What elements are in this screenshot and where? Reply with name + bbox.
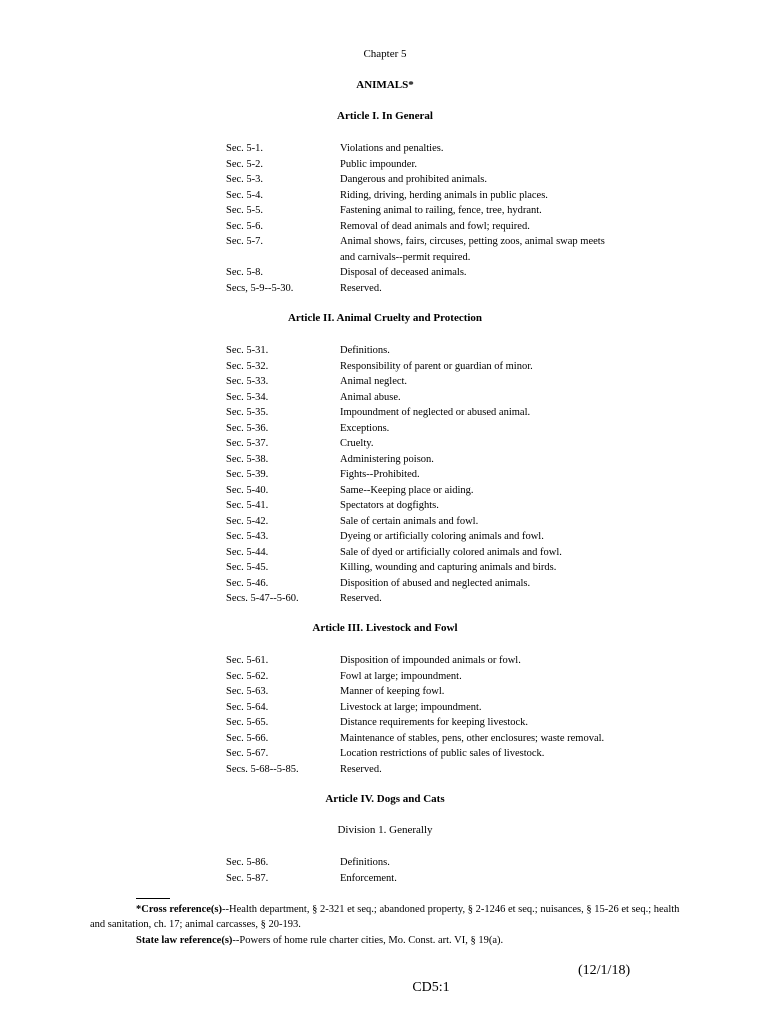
section-title: Definitions. xyxy=(340,857,390,868)
state-law-label: State law reference(s) xyxy=(136,935,233,946)
section-number: Sec. 5-61. xyxy=(226,655,269,666)
section-number: Sec. 5-40. xyxy=(226,484,269,496)
toc-entry xyxy=(226,421,646,437)
section-number: Sec. 5-35. xyxy=(226,407,269,418)
toc-entry xyxy=(226,576,646,592)
toc-entry xyxy=(226,219,646,235)
section-number: Sec. 5-87. xyxy=(226,872,269,884)
section-number: Sec. 5-64. xyxy=(226,701,269,713)
section-title: Riding, driving, herding animals in public places. xyxy=(340,189,548,201)
cross-reference-text: --Health department, § 2-321 et seq.; abandoned property, § 2-1246 et seq.; nuisances, § 15-26 et seq.; health xyxy=(222,904,680,915)
section-title: Reserved. xyxy=(340,763,382,775)
toc-entry xyxy=(226,250,646,266)
cross-reference-continuation: and sanitation, ch. 17; animal carcasses, § 20-193. xyxy=(90,919,301,930)
toc-entry xyxy=(226,871,646,887)
section-title: Livestock at large; impoundment. xyxy=(340,701,482,713)
section-number: Secs, 5-9--5-30. xyxy=(226,282,294,294)
toc-entry xyxy=(226,684,646,700)
section-number: Sec. 5-4. xyxy=(226,189,264,201)
section-title: and carnivals--permit required. xyxy=(340,251,471,263)
section-title: Sale of certain animals and fowl. xyxy=(340,515,479,527)
section-title: Disposition of impounded animals or fowl. xyxy=(340,655,521,666)
section-number: Sec. 5-43. xyxy=(226,531,269,542)
toc-entry xyxy=(226,374,646,390)
toc-entry xyxy=(226,855,646,871)
section-number: Sec. 5-7. xyxy=(226,236,264,247)
toc-entry xyxy=(226,141,646,157)
cross-reference-label: *Cross reference(s) xyxy=(136,904,223,915)
toc-entry xyxy=(226,172,646,188)
section-number: Sec. 5-31. xyxy=(226,345,269,356)
section-title: Same--Keeping place or aiding. xyxy=(340,484,474,496)
toc-entry xyxy=(226,265,646,281)
article-heading: Article III. Livestock and Fowl xyxy=(312,622,458,634)
section-title: Definitions. xyxy=(340,345,390,356)
article-heading: Article I. In General xyxy=(337,110,433,122)
article-1-toc xyxy=(226,141,646,296)
toc-entry xyxy=(226,653,646,669)
section-title: Animal neglect. xyxy=(340,376,408,387)
section-title: Reserved. xyxy=(340,282,382,294)
section-number: Sec. 5-3. xyxy=(226,174,264,185)
section-number: Secs. 5-47--5-60. xyxy=(226,593,299,604)
section-number: Secs. 5-68--5-85. xyxy=(226,763,299,775)
toc-entry xyxy=(226,467,646,483)
division-heading: Division 1. Generally xyxy=(337,824,433,836)
article-heading: Article IV. Dogs and Cats xyxy=(325,793,445,805)
article-3-toc xyxy=(226,653,646,777)
section-number: Sec. 5-8. xyxy=(226,267,264,278)
section-number: Sec. 5-46. xyxy=(226,577,269,589)
section-title: Reserved. xyxy=(340,593,382,604)
toc-entry xyxy=(226,715,646,731)
section-title: Dyeing or artificially coloring animals and fowl. xyxy=(340,531,544,542)
section-number: Sec. 5-66. xyxy=(226,732,269,744)
section-title: Disposal of deceased animals. xyxy=(340,267,467,278)
toc-entry xyxy=(226,746,646,762)
state-law-footnote xyxy=(136,933,736,948)
chapter-label: Chapter 5 xyxy=(363,48,407,60)
section-title: Exceptions. xyxy=(340,422,390,434)
section-number: Sec. 5-32. xyxy=(226,360,269,372)
section-title: Killing, wounding and capturing animals and birds. xyxy=(340,562,557,573)
article-2-toc xyxy=(226,343,646,607)
section-number: Sec. 5-1. xyxy=(226,143,264,154)
section-title: Location restrictions of public sales of livestock. xyxy=(340,748,545,759)
section-title: Sale of dyed or artificially colored animals and fowl. xyxy=(340,546,562,558)
section-title: Manner of keeping fowl. xyxy=(340,686,445,697)
section-number: Sec. 5-67. xyxy=(226,748,269,759)
section-number: Sec. 5-37. xyxy=(226,438,269,449)
toc-entry xyxy=(226,762,646,778)
section-number: Sec. 5-36. xyxy=(226,422,269,434)
section-number xyxy=(226,250,340,266)
chapter-title: ANIMALS* xyxy=(356,79,414,91)
section-title: Spectators at dogfights. xyxy=(340,500,439,511)
section-number: Sec. 5-39. xyxy=(226,469,269,480)
toc-entry xyxy=(226,483,646,499)
toc-entry xyxy=(226,545,646,561)
toc-entry xyxy=(226,514,646,530)
section-title: Administering poison. xyxy=(340,453,434,465)
toc-entry xyxy=(226,405,646,421)
revision-date: (12/1/18) xyxy=(578,963,631,978)
section-title: Public impounder. xyxy=(340,158,417,170)
section-number: Sec. 5-62. xyxy=(226,670,269,682)
toc-entry xyxy=(226,157,646,173)
toc-entry xyxy=(226,560,646,576)
section-number: Sec. 5-42. xyxy=(226,515,269,527)
section-number: Sec. 5-41. xyxy=(226,500,269,511)
section-title: Distance requirements for keeping livestock. xyxy=(340,717,529,728)
section-title: Fowl at large; impoundment. xyxy=(340,670,462,682)
section-title: Removal of dead animals and fowl; required. xyxy=(340,220,530,232)
toc-entry xyxy=(226,203,646,219)
toc-entry xyxy=(226,281,646,297)
cross-reference-footnote xyxy=(136,902,736,917)
article-heading: Article II. Animal Cruelty and Protection xyxy=(287,312,483,324)
toc-entry xyxy=(226,343,646,359)
toc-entry xyxy=(226,700,646,716)
section-title: Maintenance of stables, pens, other enclosures; waste removal. xyxy=(340,732,605,744)
toc-entry xyxy=(226,359,646,375)
section-title: Impoundment of neglected or abused animal. xyxy=(340,407,531,418)
section-title: Fastening animal to railing, fence, tree, hydrant. xyxy=(340,205,542,216)
section-number: Sec. 5-2. xyxy=(226,158,264,170)
section-number: Sec. 5-65. xyxy=(226,717,269,728)
section-number: Sec. 5-45. xyxy=(226,562,269,573)
section-title: Enforcement. xyxy=(340,872,397,884)
section-title: Disposition of abused and neglected animals. xyxy=(340,577,531,589)
section-number: Sec. 5-33. xyxy=(226,376,269,387)
toc-entry xyxy=(226,731,646,747)
toc-entry xyxy=(226,529,646,545)
section-number: Sec. 5-86. xyxy=(226,857,269,868)
toc-entry xyxy=(226,436,646,452)
toc-entry xyxy=(226,498,646,514)
section-title: Animal shows, fairs, circuses, petting zoos, animal swap meets xyxy=(340,236,605,247)
toc-entry xyxy=(226,188,646,204)
page-number: CD5:1 xyxy=(412,980,450,995)
section-title: Responsibility of parent or guardian of minor. xyxy=(340,360,533,372)
section-title: Fights--Prohibited. xyxy=(340,469,420,480)
section-number: Sec. 5-44. xyxy=(226,546,269,558)
toc-entry xyxy=(226,452,646,468)
section-title: Animal abuse. xyxy=(340,391,401,403)
article-4-toc xyxy=(226,855,646,886)
section-number: Sec. 5-38. xyxy=(226,453,269,465)
section-title: Dangerous and prohibited animals. xyxy=(340,174,487,185)
section-title: Cruelty. xyxy=(340,438,374,449)
state-law-text: --Powers of home rule charter cities, Mo. Const. art. VI, § 19(a). xyxy=(232,935,504,946)
toc-entry xyxy=(226,591,646,607)
section-number: Sec. 5-63. xyxy=(226,686,269,697)
section-number: Sec. 5-34. xyxy=(226,391,269,403)
footnote-rule xyxy=(136,898,170,899)
section-number: Sec. 5-5. xyxy=(226,205,264,216)
toc-entry xyxy=(226,669,646,685)
toc-entry xyxy=(226,390,646,406)
toc-entry xyxy=(226,234,646,250)
section-title: Violations and penalties. xyxy=(340,143,444,154)
section-number: Sec. 5-6. xyxy=(226,220,264,232)
